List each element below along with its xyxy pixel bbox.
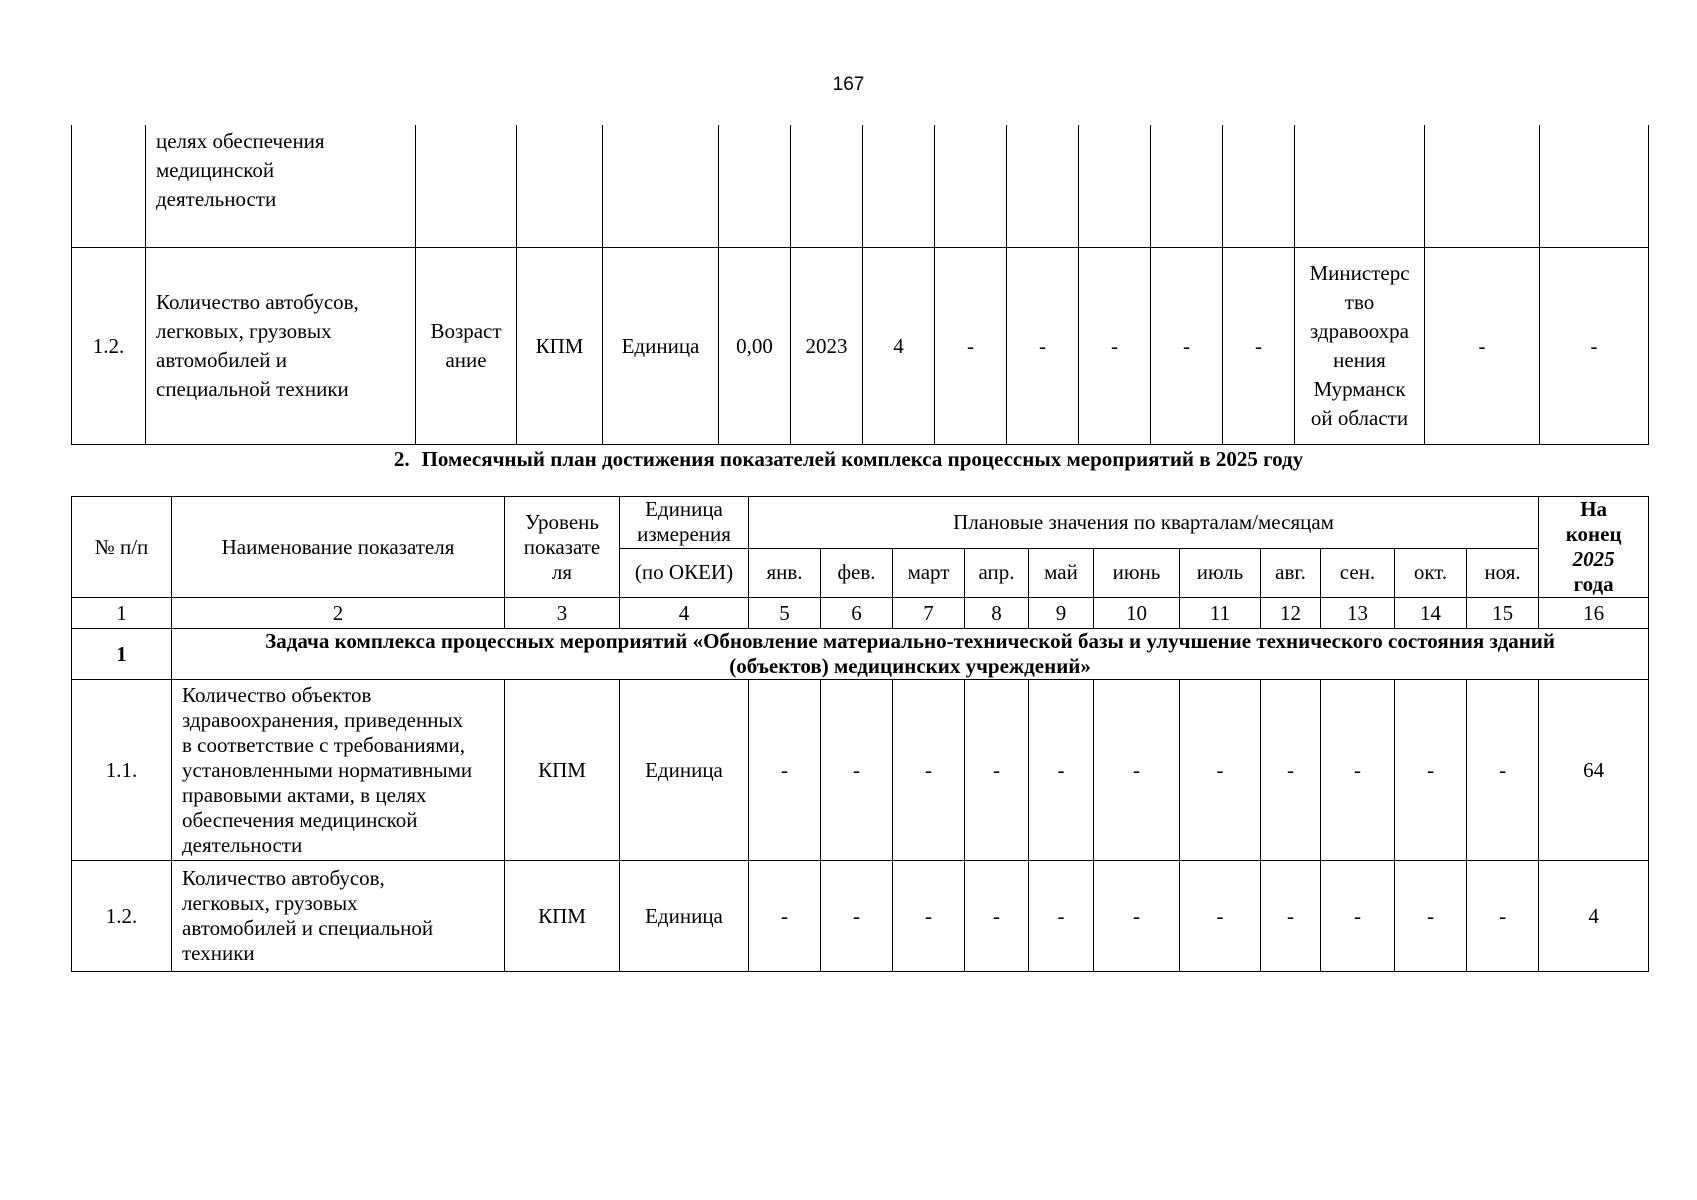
column-number: 6 (821, 598, 893, 629)
monthly-plan-table (71, 496, 1649, 972)
table-row (72, 248, 1649, 445)
indicator-name-continued: целях обеспечения медицинской деятельности (146, 125, 416, 248)
month-value: - (1395, 680, 1467, 861)
header-level: Уровень показате ля (505, 497, 620, 598)
month-value: - (1395, 861, 1467, 972)
indicators-table-continued (71, 125, 1649, 445)
trend-cell: Возраст ание (416, 248, 517, 445)
level-cell: КПМ (517, 248, 603, 445)
header-month: фев. (821, 548, 893, 598)
header-month: июль (1180, 548, 1261, 598)
header-end: На конец 2025 года (1539, 497, 1649, 598)
header-month: окт. (1395, 548, 1467, 598)
table-row (72, 680, 1649, 861)
value-cell: - (1425, 248, 1540, 445)
header-unit: Единица измерения (620, 497, 749, 549)
end-value: 64 (1539, 680, 1649, 861)
column-number: 14 (1395, 598, 1467, 629)
month-value: - (1029, 861, 1094, 972)
value-cell: 4 (863, 248, 935, 445)
column-number: 16 (1539, 598, 1649, 629)
section-title: 2. Помесячный план достижения показателей комплекса процессных мероприятий в 2025 году (393, 447, 1304, 471)
month-value: - (1094, 680, 1180, 861)
month-value: - (1467, 680, 1539, 861)
column-number: 3 (505, 598, 620, 629)
header-num: № п/п (72, 497, 172, 598)
month-value: - (1321, 680, 1395, 861)
month-value: - (1261, 861, 1321, 972)
header-month: янв. (749, 548, 821, 598)
page-number: 167 (832, 74, 865, 95)
column-number: 7 (893, 598, 965, 629)
month-value: - (965, 861, 1029, 972)
column-number: 4 (620, 598, 749, 629)
level-cell: КПМ (505, 680, 620, 861)
header-month: март (893, 548, 965, 598)
column-number: 9 (1029, 598, 1094, 629)
column-number: 5 (749, 598, 821, 629)
task-row (72, 629, 1649, 680)
month-value: - (821, 680, 893, 861)
base-value-cell: 0,00 (719, 248, 791, 445)
value-cell: - (1007, 248, 1079, 445)
column-number: 2 (172, 598, 505, 629)
month-value: - (1467, 861, 1539, 972)
row-number: 1.2. (72, 248, 146, 445)
row-number: 1.2. (72, 861, 172, 972)
header-name: Наименование показателя (172, 497, 505, 598)
header-row (72, 497, 1649, 549)
header-okei: (по ОКЕИ) (620, 548, 749, 598)
month-value: - (1094, 861, 1180, 972)
column-number: 11 (1180, 598, 1261, 629)
column-number: 10 (1094, 598, 1180, 629)
task-title: Задача комплекса процессных мероприятий «Обновление материально-технической базы и улучшение технического состояния зданий (объектов) медицинских учреждений» (172, 629, 1649, 680)
column-numbers-row (72, 598, 1649, 629)
month-value: - (965, 680, 1029, 861)
column-number: 1 (72, 598, 172, 629)
table-row (72, 125, 1649, 248)
month-value: - (893, 861, 965, 972)
header-month: сен. (1321, 548, 1395, 598)
value-cell: - (1223, 248, 1295, 445)
month-value: - (1261, 680, 1321, 861)
end-value: 4 (1539, 861, 1649, 972)
column-number: 12 (1261, 598, 1321, 629)
column-number: 13 (1321, 598, 1395, 629)
responsible-cell: Министерс тво здравоохра нения Мурманск ой области (1295, 248, 1425, 445)
base-year-cell: 2023 (791, 248, 863, 445)
indicator-name: Количество автобусов, легковых, грузовых автомобилей и специальной техники (146, 248, 416, 445)
value-cell: - (1151, 248, 1223, 445)
header-planned: Плановые значения по кварталам/месяцам (749, 497, 1539, 549)
header-month: май (1029, 548, 1094, 598)
level-cell: КПМ (505, 861, 620, 972)
month-value: - (749, 861, 821, 972)
indicator-name: Количество объектов здравоохранения, приведенных в соответствие с требованиями, установленными нормативными правовыми актами, в целях обеспечения медицинской деятельности (172, 680, 505, 861)
header-month: июнь (1094, 548, 1180, 598)
value-cell: - (935, 248, 1007, 445)
header-month: апр. (965, 548, 1029, 598)
month-value: - (1029, 680, 1094, 861)
table-row (72, 861, 1649, 972)
month-value: - (893, 680, 965, 861)
unit-cell: Единица (603, 248, 719, 445)
value-cell: - (1079, 248, 1151, 445)
month-value: - (749, 680, 821, 861)
unit-cell: Единица (620, 861, 749, 972)
unit-cell: Единица (620, 680, 749, 861)
column-number: 15 (1467, 598, 1539, 629)
month-value: - (1180, 680, 1261, 861)
month-value: - (821, 861, 893, 972)
row-number: 1.1. (72, 680, 172, 861)
indicator-name: Количество автобусов, легковых, грузовых автомобилей и специальной техники (172, 861, 505, 972)
header-month: ноя. (1467, 548, 1539, 598)
header-month: авг. (1261, 548, 1321, 598)
task-number: 1 (72, 629, 172, 680)
column-number: 8 (965, 598, 1029, 629)
month-value: - (1321, 861, 1395, 972)
month-value: - (1180, 861, 1261, 972)
value-cell: - (1540, 248, 1649, 445)
